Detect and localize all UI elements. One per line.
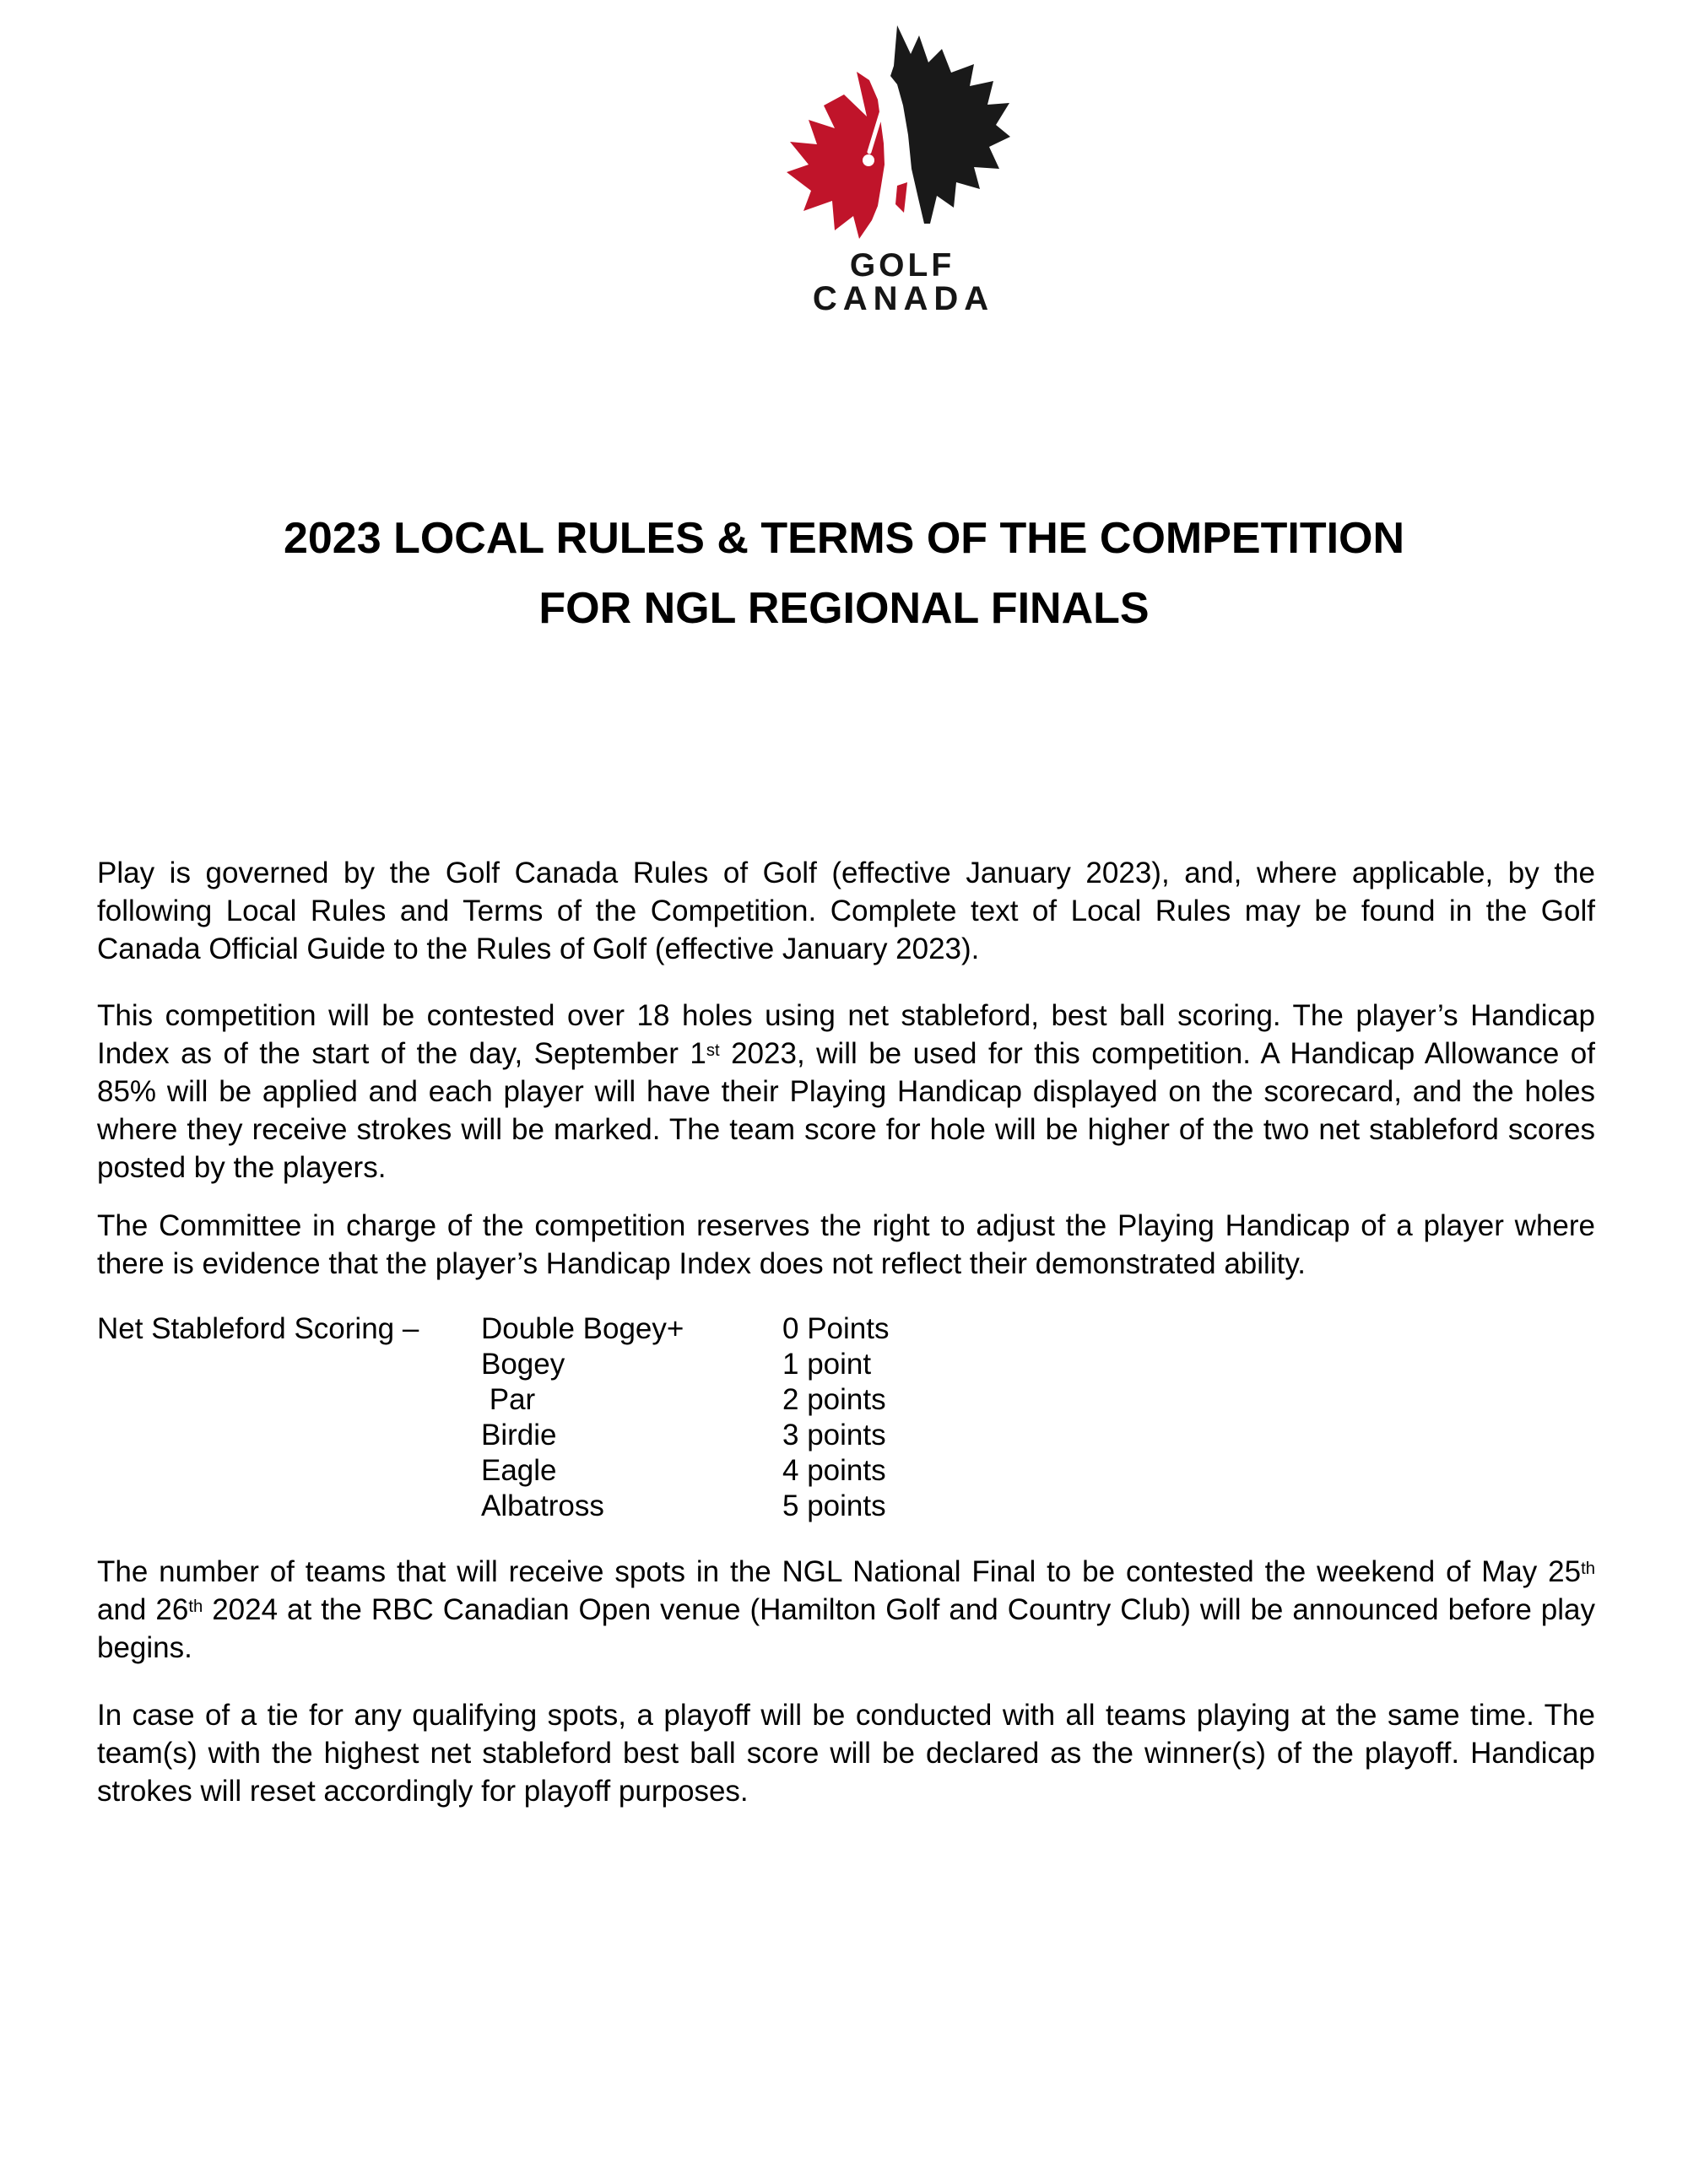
paragraph-text: Play is governed by the Golf Canada Rules of Golf (effective January 2023), and, where applicable, by the following Local Rules and Terms of the Competition. Complete text of Local Rules may be found in the Golf Canada Official Guide to the Rules of Golf (effective January 2023).	[97, 857, 1595, 965]
stableford-points: 0 Points	[782, 1312, 890, 1345]
stableford-row	[97, 1418, 1595, 1453]
paragraph-committee-rights	[97, 1207, 1595, 1283]
logo-wordmark-canada: CANADA	[812, 280, 995, 317]
paragraph-text: 2023, will be used for this competition. A Handicap Allowance of 85% will be applied and each player will have their Playing Handicap displayed on the scorecard, and the holes where they receive strokes will be marked. The team score for hole will be higher of the two net stableford scores posted by the players.	[97, 1037, 1595, 1184]
black-maple-leaf-half	[890, 25, 1010, 224]
stableford-label-spacer	[97, 1418, 481, 1453]
paragraph-text: This competition will be contested over 18 holes using net stableford, best ball scoring. The player’s Handicap Index as of the start of the day, September 1	[97, 999, 1595, 1070]
stableford-term: Bogey	[481, 1348, 565, 1381]
stableford-scoring-table	[97, 1311, 1595, 1524]
stableford-label-spacer	[97, 1453, 481, 1489]
ordinal-superscript: th	[188, 1597, 203, 1616]
stableford-label-spacer	[97, 1347, 481, 1382]
stableford-points: 4 points	[782, 1454, 886, 1487]
golf-club-head-icon	[863, 154, 874, 166]
paragraph-text: The number of teams that will receive spots in the NGL National Final to be contested the weekend of May 25	[97, 1555, 1582, 1588]
paragraph-national-final-spots	[97, 1553, 1595, 1667]
stableford-row	[97, 1382, 1595, 1418]
stableford-points: 5 points	[782, 1489, 886, 1522]
document-title-line-1: 2023 LOCAL RULES & TERMS OF THE COMPETITION	[283, 514, 1405, 563]
paragraph-governing-rules	[97, 854, 1595, 968]
logo-wordmark-golf: GOLF	[849, 247, 955, 284]
paragraph-competition-format	[97, 997, 1595, 1187]
stableford-label-spacer	[97, 1382, 481, 1418]
paragraph-text: In case of a tie for any qualifying spots, a playoff will be conducted with all teams playing at the same time. The team(s) with the highest net stableford best ball score will be declared as the winner(s) of the playoff. Handicap strokes will reset accordingly for playoff purposes.	[97, 1699, 1595, 1808]
paragraph-tie-playoff	[97, 1696, 1595, 1810]
stableford-term: Double Bogey+	[481, 1312, 684, 1345]
stableford-row	[97, 1347, 1595, 1382]
stableford-label: Net Stableford Scoring –	[97, 1312, 419, 1345]
stableford-row	[97, 1453, 1595, 1489]
golf-canada-logo	[785, 25, 1010, 239]
ordinal-superscript: th	[1581, 1559, 1595, 1578]
stableford-label-spacer	[97, 1489, 481, 1524]
stableford-points: 2 points	[782, 1383, 886, 1416]
stableford-points: 3 points	[782, 1419, 886, 1451]
red-leaf-shard	[895, 182, 907, 213]
stableford-row	[97, 1489, 1595, 1524]
stableford-term: Albatross	[481, 1489, 604, 1522]
ordinal-superscript: st	[706, 1041, 720, 1060]
document-title-line-2: FOR NGL REGIONAL FINALS	[538, 584, 1150, 633]
stableford-row	[97, 1311, 1595, 1347]
stableford-term: Par	[481, 1383, 536, 1416]
stableford-term: Birdie	[481, 1419, 557, 1451]
paragraph-text: 2024 at the RBC Canadian Open venue (Hamilton Golf and Country Club) will be announced before play begins.	[97, 1593, 1595, 1664]
paragraph-text: and 26	[97, 1593, 189, 1626]
paragraph-text: The Committee in charge of the competition reserves the right to adjust the Playing Handicap of a player where there is evidence that the player’s Handicap Index does not reflect their demonstrated ability.	[97, 1209, 1595, 1280]
stableford-points: 1 point	[782, 1348, 872, 1381]
stableford-term: Eagle	[481, 1454, 557, 1487]
